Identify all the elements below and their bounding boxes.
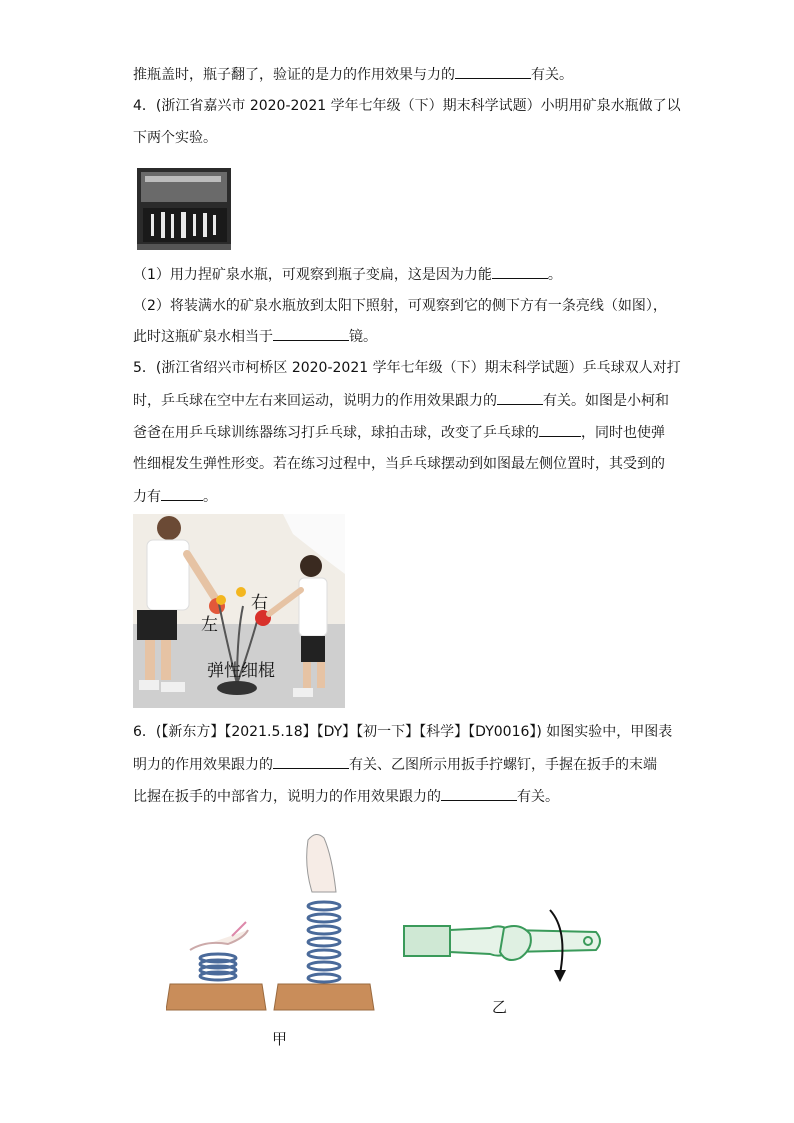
answer-blank[interactable]: [273, 754, 349, 769]
q3-tail-line: [133, 64, 573, 85]
q4-sub1-end: 。: [547, 267, 562, 283]
answer-blank[interactable]: [455, 64, 531, 79]
label-elastic-rod: 弹性细棍: [207, 661, 275, 681]
answer-blank[interactable]: [273, 326, 349, 341]
q4-sub2-text: 此时这瓶矿泉水相当于: [133, 329, 273, 345]
answer-blank[interactable]: [161, 486, 203, 501]
q5-line2-end: 有关。如图是小柯和: [543, 393, 669, 409]
q5-line3-text: 爸爸在用乒乓球训练器练习打乒乓球，球拍击球，改变了乒乓球的: [133, 425, 539, 441]
pingpong-photo: [133, 514, 345, 708]
q3-tail-end: 有关。: [531, 67, 573, 83]
q4-sub1-text: （1）用力捏矿泉水瓶，可观察到瓶子变扁，这是因为力能: [133, 267, 492, 283]
q6-line3-end: 有关。: [517, 789, 559, 805]
q6-line2: [133, 754, 657, 775]
q5-line5: [133, 486, 217, 507]
q6-line2-end: 有关、乙图所示用扳手拧螺钉，手握在扳手的末端: [349, 757, 657, 773]
q3-tail-text: 推瓶盖时，瓶子翻了，验证的是力的作用效果与力的: [133, 67, 455, 83]
q6-line3: [133, 786, 559, 807]
q5-line1: 5．(浙江省绍兴市柯桥区 2020-2021 学年七年级（下）期末科学试题）乒乓球双人对打: [133, 360, 681, 376]
answer-blank[interactable]: [441, 786, 517, 801]
q5-line5-text: 力有: [133, 489, 161, 505]
q4-stem-line2: 下两个实验。: [133, 130, 217, 146]
q4-sub1-line: [133, 264, 562, 285]
label-yi: 乙: [492, 998, 508, 1016]
label-right: 右: [251, 593, 268, 613]
answer-blank[interactable]: [497, 390, 543, 405]
answer-blank[interactable]: [539, 422, 581, 437]
q5-line3: [133, 422, 665, 443]
q4-sub2-line1: （2）将装满水的矿泉水瓶放到太阳下照射，可观察到它的侧下方有一条亮线（如图），: [133, 298, 667, 314]
q6-line3-text: 比握在扳手的中部省力，说明力的作用效果跟力的: [133, 789, 441, 805]
water-bottle-photo: [137, 168, 231, 250]
wrench-figure-yi: [400, 904, 606, 984]
q4-sub2-line2: [133, 326, 377, 347]
label-jia: 甲: [272, 1030, 288, 1048]
spring-figure-jia: [166, 826, 378, 1016]
q5-line2-text: 时，乒乓球在空中左右来回运动，说明力的作用效果跟力的: [133, 393, 497, 409]
q5-line2: [133, 390, 669, 411]
q6-line2-text: 明力的作用效果跟力的: [133, 757, 273, 773]
q4-sub2-end: 镜。: [349, 329, 377, 345]
q5-line3-end: ，同时也使弹: [581, 425, 665, 441]
answer-blank[interactable]: [492, 264, 548, 279]
q4-stem-line1: 4．(浙江省嘉兴市 2020-2021 学年七年级（下）期末科学试题）小明用矿泉水瓶做了以: [133, 98, 681, 114]
q5-line4: 性细棍发生弹性形变。若在练习过程中，当乒乓球摆动到如图最左侧位置时，其受到的: [133, 456, 665, 472]
q5-line5-end: 。: [203, 489, 217, 505]
label-left: 左: [201, 615, 218, 635]
q6-line1: 6．(【新东方】【2021.5.18】【DY】【初一下】【科学】【DY0016】) 如图实验中，甲图表: [133, 724, 673, 740]
